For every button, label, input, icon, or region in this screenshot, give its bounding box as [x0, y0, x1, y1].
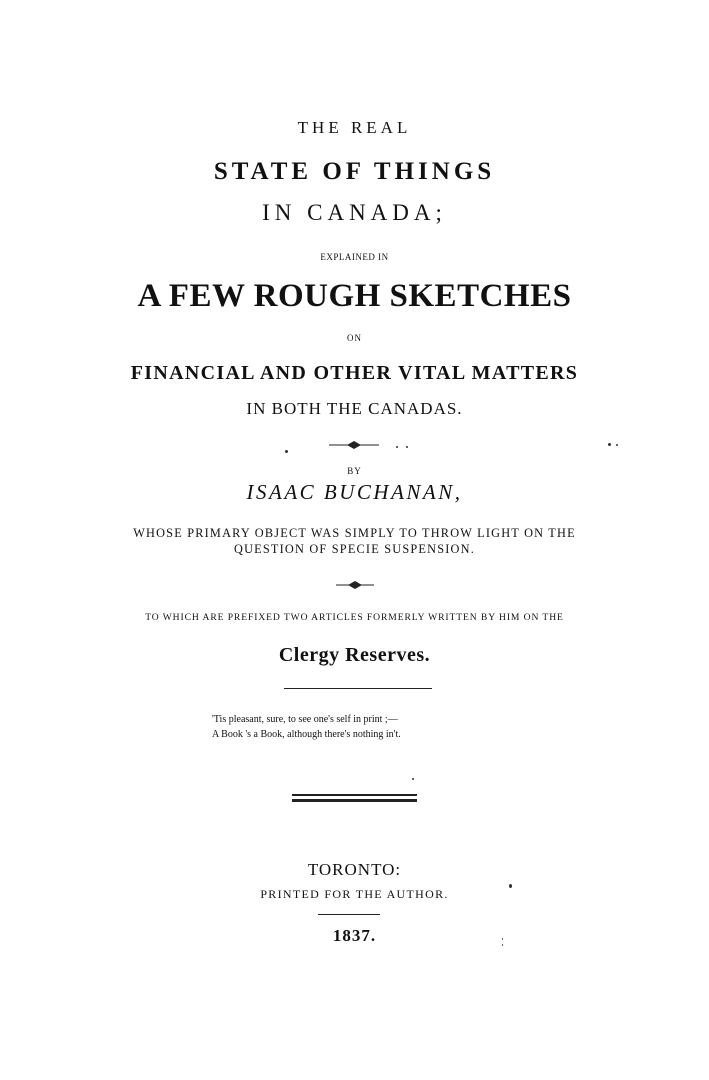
author-description-line1: WHOSE PRIMARY OBJECT WAS SIMPLY TO THROW LIGHT ON THE	[133, 526, 576, 540]
print-speck	[509, 884, 512, 888]
title-line-both-canadas: IN BOTH THE CANADAS.	[246, 399, 463, 418]
print-speck	[502, 944, 503, 946]
title-line-explained-in: EXPLAINED IN	[320, 252, 389, 262]
ornament-divider-top	[329, 440, 379, 450]
double-rule-bottom	[292, 799, 417, 802]
print-speck	[616, 444, 618, 446]
subject-clergy-reserves: Clergy Reserves.	[278, 644, 431, 666]
author-description-line2: QUESTION OF SPECIE SUSPENSION.	[234, 542, 475, 556]
byline-label: BY	[347, 466, 362, 476]
title-line-on: ON	[347, 333, 362, 343]
double-rule-top	[292, 794, 417, 796]
rule-above-epigraph	[284, 688, 432, 689]
title-line-state-of-things: STATE OF THINGS	[213, 158, 496, 185]
print-speck	[285, 450, 288, 453]
epigraph-line1: 'Tis pleasant, sure, to see one's self in print ;—	[212, 714, 398, 725]
title-line-in-canada: IN CANADA;	[262, 200, 447, 225]
author-name: ISAAC BUCHANAN,	[246, 480, 463, 504]
epigraph-line2: A Book 's a Book, although there's nothing in't.	[212, 729, 401, 740]
print-speck	[396, 446, 398, 448]
imprint-year: 1837.	[332, 926, 377, 945]
print-speck	[406, 446, 408, 448]
title-line-financial-matters: FINANCIAL AND OTHER VITAL MATTERS	[130, 362, 579, 384]
print-speck	[502, 938, 503, 940]
imprint-printer: PRINTED FOR THE AUTHOR.	[260, 887, 449, 901]
prefix-note: TO WHICH ARE PREFIXED TWO ARTICLES FORMERLY WRITTEN BY HIM ON THE	[145, 612, 564, 623]
print-speck	[608, 443, 611, 446]
title-line-rough-sketches: A FEW ROUGH SKETCHES	[137, 278, 572, 314]
rule-above-year	[318, 914, 380, 915]
print-speck	[412, 778, 414, 780]
title-line-the-real: THE REAL	[297, 118, 412, 137]
imprint-place: TORONTO:	[307, 860, 402, 879]
ornament-divider-middle	[336, 580, 374, 590]
